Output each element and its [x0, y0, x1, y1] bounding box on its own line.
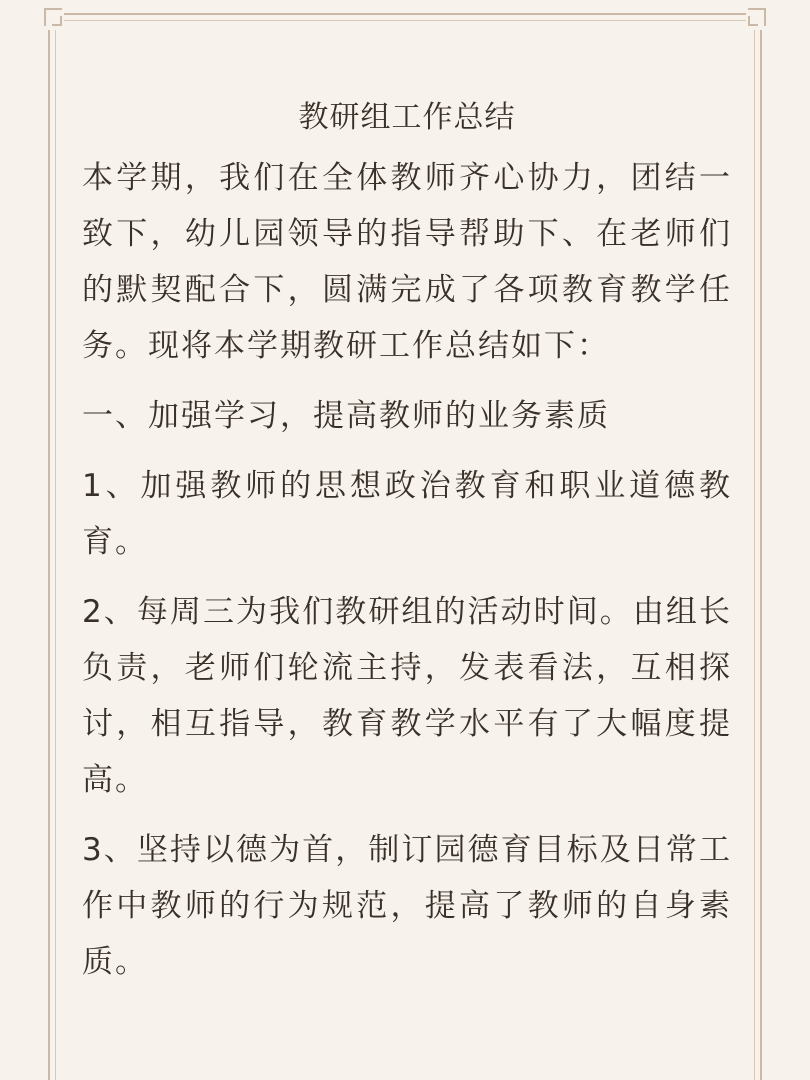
border-top-line [64, 13, 746, 15]
border-right-inner-line [754, 30, 755, 1080]
corner-ornament-top-left-inner [52, 16, 62, 26]
border-right-line [760, 30, 762, 1080]
list-item-1: 1、加强教师的思想政治教育和职业道德教育。 [82, 468, 732, 560]
list-item-2: 2、每周三为我们教研组的活动时间。由组长负责，老师们轮流主持，发表看法，互相探讨，相互指导，教育教学水平有了大幅度提高。 [82, 594, 732, 798]
section-heading-1: 一、加强学习，提高教师的业务素质 [82, 398, 610, 434]
list-item-3: 3、坚持以德为首，制订园德育目标及日常工作中教师的行为规范，提高了教师的自身素质。 [82, 832, 732, 980]
border-left-inner-line [55, 30, 56, 1080]
border-left-line [48, 30, 50, 1080]
document-body [82, 90, 732, 1004]
paragraph-intro: 本学期，我们在全体教师齐心协力，团结一致下，幼儿园领导的指导帮助下、在老师们的默契配合下，圆满完成了各项教育教学任务。现将本学期教研工作总结如下： [82, 160, 732, 364]
document-title: 教研组工作总结 [298, 100, 516, 135]
corner-ornament-top-right-inner [748, 16, 758, 26]
border-top-inner-line [64, 20, 746, 21]
